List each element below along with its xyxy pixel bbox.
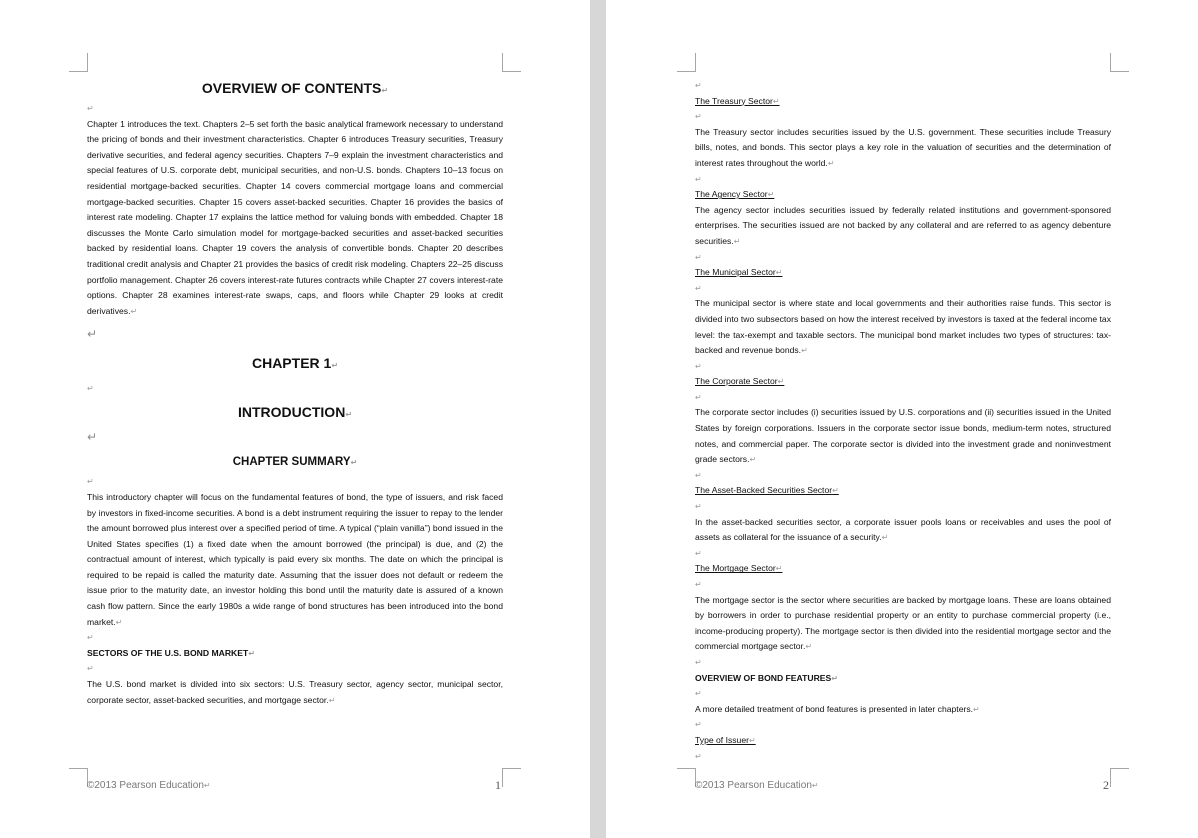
introduction-heading[interactable]: INTRODUCTION↵ — [237, 404, 353, 421]
margin-corner-mark — [677, 768, 696, 787]
page-number: 2 — [1103, 778, 1109, 792]
overview-title[interactable]: OVERVIEW OF CONTENTS↵ — [201, 80, 389, 96]
type-of-issuer-heading[interactable]: Type of Issuer↵ — [695, 734, 756, 745]
document-page-1 — [0, 0, 590, 838]
margin-corner-mark — [69, 53, 88, 72]
municipal-sector-heading[interactable]: The Municipal Sector↵ — [695, 267, 783, 278]
bond-features-heading[interactable]: OVERVIEW OF BOND FEATURES↵ — [695, 672, 838, 683]
page-footer: ©2013 Pearson Education↵ — [87, 780, 211, 791]
municipal-paragraph[interactable]: The municipal sector is where state and local governments and their authorities raise funds. This sector is divided into two subsectors based on how the interest received by investors is taxed at the federal income tax level: the tax-exempt and taxable sectors. The municipal bond market includes two types of structures: tax-backed and revenue bonds.↵ — [695, 298, 1111, 356]
margin-corner-mark — [1110, 768, 1129, 787]
agency-sector-heading[interactable]: The Agency Sector↵ — [695, 189, 775, 200]
treasury-sector-heading[interactable]: The Treasury Sector↵ — [695, 95, 780, 106]
margin-corner-mark — [677, 53, 696, 72]
chapter-heading[interactable]: CHAPTER 1↵ — [251, 355, 339, 372]
page-1-body[interactable]: OVERVIEW OF CONTENTS↵ ↵ Chapter 1 introduces the text. Chapters 2–5 set forth the basic analytical framework necessary to understand the pricing of bonds and their investment characteristics. Chapter 6 introduces Treasury securities, Treasury derivative securities, and federal agency securities. Chapters 7–9 explain the investment characteristics and special features of U.S. corporate debt, municipal securities, and non-U.S. bonds. Chapters 10–13 focus on residential mortgage-backed securities. Chapter 14 covers commercial mortgage loans and commercial mortgage-backed securities. Chapter 15 covers asset-backed securities. Chapter 16 provides the basics of interest rate modeling. Chapter 17 explains the lattice method for valuing bonds with embedded. Chapter 18 discusses the Monte Carlo simulation model for mortgage-backed securities and asset-backed securities backed by residential loans. Chapter 19 covers the analysis of convertible bonds. Chapter 20 describes traditional credit analysis and Chapter 21 provides the basics of credit risk modeling. Chapters 22–25 discuss portfolio management. Chapter 26 covers interest-rate futures contracts while Chapter 27 covers interest-rate options. Chapter 28 examines interest-rate swaps, caps, and floors while Chapter 29 looks at credit derivatives.↵ ↵ CHAPTER 1↵ ↵ INTRODUCTION↵ ↵ CHAPTER SUMMARY↵ ↵ This introductory chapter will focus on the fundamental features of bond, the type of issuers, and risk faced by investors in fixed-income securities. A bond is a debt instrument requiring the issuer to repay to the lender the amount borrowed plus interest over a specified period of time. A typical (“plain vanilla”) bond issued in the United States specifies (1) a fixed date when the amount borrowed (the principal) is due, and (2) the contractual amount of interest, which typically is paid every six months. The date on which the principal is required to be repaid is called the maturity date. Assuming that the issuer does not default or redeem the issue prior to the maturity date, an investor holding this bond until the maturity date is assured of a known cash flow pattern. Since the early 1980s a wide range of bond structures has been introduced into the bond market.↵ ↵ SECTORS OF THE U.S. BOND MARKET↵ ↵ The U.S. bond market is divided into six sectors: U.S. Treasury sector, agency sector, municipal sector, corporate sector, asset-backed securities, and mortgage sector.↵ — [87, 78, 503, 708]
mortgage-sector-heading[interactable]: The Mortgage Sector↵ — [695, 563, 783, 574]
sectors-paragraph[interactable]: The U.S. bond market is divided into six sectors: U.S. Treasury sector, agency sector, municipal sector, corporate sector, asset-backed securities, and mortgage sector.↵ — [87, 679, 503, 705]
margin-corner-mark — [502, 53, 521, 72]
page-2-body[interactable]: ↵ The Treasury Sector↵ ↵ The Treasury sector includes securities issued by the U.S. government. These securities include Treasury bills, notes, and bonds. This sector plays a key role in the valuation of securities and the determination of interest rates throughout the world.↵ ↵ The Agency Sector↵ The agency sector includes securities issued by federally related institutions and government-sponsored enterprises. The securities issued are not backed by any collateral and are referred to as agency debenture securities.↵ ↵ The Municipal Sector↵ ↵ The municipal sector is where state and local governments and their authorities raise funds. This sector is divided into two subsectors based on how the interest received by investors is taxed at the federal income tax level: the tax-exempt and taxable sectors. The municipal bond market includes two types of structures: tax-backed and revenue bonds.↵ ↵ The Corporate Sector↵ ↵ The corporate sector includes (i) securities issued by U.S. corporations and (ii) securities issued in the United States by foreign corporations. Issuers in the corporate sector issue bonds, medium-term notes, structured notes, and commercial paper. The corporate sector is divided into the investment grade and noninvestment grade sectors.↵ ↵ The Asset-Backed Securities Sector↵ ↵ In the asset-backed securities sector, a corporate issuer pools loans or receivables and uses the pool of assets as collateral for the issuance of a security.↵ ↵ The Mortgage Sector↵ ↵ The mortgage sector is the sector where securities are backed by mortgage loans. These are loans obtained by borrowers in order to purchase residential property or an entity to purchase commercial property (i.e., income-producing property). The mortgage sector is then divided into the residential mortgage sector and the commercial mortgage sector.↵ ↵ OVERVIEW OF BOND FEATURES↵ ↵ A more detailed treatment of bond features is presented in later chapters.↵ ↵ Type of Issuer↵ ↵ — [695, 81, 1111, 761]
page-gutter — [590, 0, 606, 838]
agency-paragraph[interactable]: The agency sector includes securities issued by federally related institutions and government-sponsored enterprises. The securities issued are not backed by any collateral and are referred to as agency debenture securities.↵ — [695, 204, 1111, 246]
summary-paragraph[interactable]: This introductory chapter will focus on the fundamental features of bond, the type of issuers, and risk faced by investors in fixed-income securities. A bond is a debt instrument requiring the issuer to repay to the lender the amount borrowed plus interest over a specified period of time. A typical (“plain vanilla”) bond issued in the United States specifies (1) a fixed date when the amount borrowed (the principal) is due, and (2) the contractual amount of interest, which typically is paid every six months. The date on which the principal is required to be repaid is called the maturity date. Assuming that the issuer does not default or redeem the issue prior to the maturity date, an investor holding this bond until the maturity date is assured of a known cash flow pattern. Since the early 1980s a wide range of bond structures has been introduced into the bond market.↵ — [87, 491, 503, 627]
chapter-summary-heading[interactable]: CHAPTER SUMMARY↵ — [232, 456, 358, 469]
page-footer: ©2013 Pearson Education↵ — [695, 780, 819, 791]
overview-paragraph[interactable]: Chapter 1 introduces the text. Chapters 2–5 set forth the basic analytical framework necessary to understand the pricing of bonds and their investment characteristics. Chapter 6 introduces Treasury securities, Treasury derivative securities, and federal agency securities. Chapters 7–9 explain the investment characteristics and special features of U.S. corporate debt, municipal securities, and non-U.S. bonds. Chapters 10–13 focus on residential mortgage-backed securities. Chapter 14 covers commercial mortgage loans and commercial mortgage-backed securities. Chapter 15 covers asset-backed securities. Chapter 16 provides the basics of interest rate modeling. Chapter 17 explains the lattice method for valuing bonds with embedded. Chapter 18 discusses the Monte Carlo simulation model for mortgage-backed securities and asset-backed securities backed by residential loans. Chapter 19 covers the analysis of convertible bonds. Chapter 20 describes traditional credit analysis and Chapter 21 provides the basics of credit risk modeling. Chapters 22–25 discuss portfolio management. Chapter 26 covers interest-rate futures contracts while Chapter 27 covers interest-rate options. Chapter 28 examines interest-rate swaps, caps, and floors while Chapter 29 looks at credit derivatives.↵ — [87, 118, 503, 316]
document-page-2 — [606, 0, 1198, 838]
margin-corner-mark — [502, 768, 521, 787]
features-paragraph[interactable]: A more detailed treatment of bond features is presented in later chapters.↵ — [695, 703, 980, 714]
margin-corner-mark — [69, 768, 88, 787]
corporate-paragraph[interactable]: The corporate sector includes (i) securities issued by U.S. corporations and (ii) securities issued in the United States by foreign corporations. Issuers in the corporate sector issue bonds, medium-term notes, structured notes, and commercial paper. The corporate sector is divided into the investment grade and noninvestment grade sectors.↵ — [695, 407, 1111, 465]
margin-corner-mark — [1110, 53, 1129, 72]
abs-paragraph[interactable]: In the asset-backed securities sector, a corporate issuer pools loans or receivables and uses the pool of assets as collateral for the issuance of a security.↵ — [695, 516, 1111, 543]
corporate-sector-heading[interactable]: The Corporate Sector↵ — [695, 376, 785, 387]
mortgage-paragraph[interactable]: The mortgage sector is the sector where securities are backed by mortgage loans. These are loans obtained by borrowers in order to purchase residential property or an entity to purchase commercial property (i.e., income-producing property). The mortgage sector is then divided into the residential mortgage sector and the commercial mortgage sector.↵ — [695, 594, 1111, 652]
treasury-paragraph[interactable]: The Treasury sector includes securities issued by the U.S. government. These securities include Treasury bills, notes, and bonds. This sector plays a key role in the valuation of securities and the determination of interest rates throughout the world.↵ — [695, 126, 1111, 168]
abs-sector-heading[interactable]: The Asset-Backed Securities Sector↵ — [695, 485, 839, 496]
sectors-heading[interactable]: SECTORS OF THE U.S. BOND MARKET↵ — [87, 647, 255, 658]
page-number: 1 — [495, 778, 501, 792]
